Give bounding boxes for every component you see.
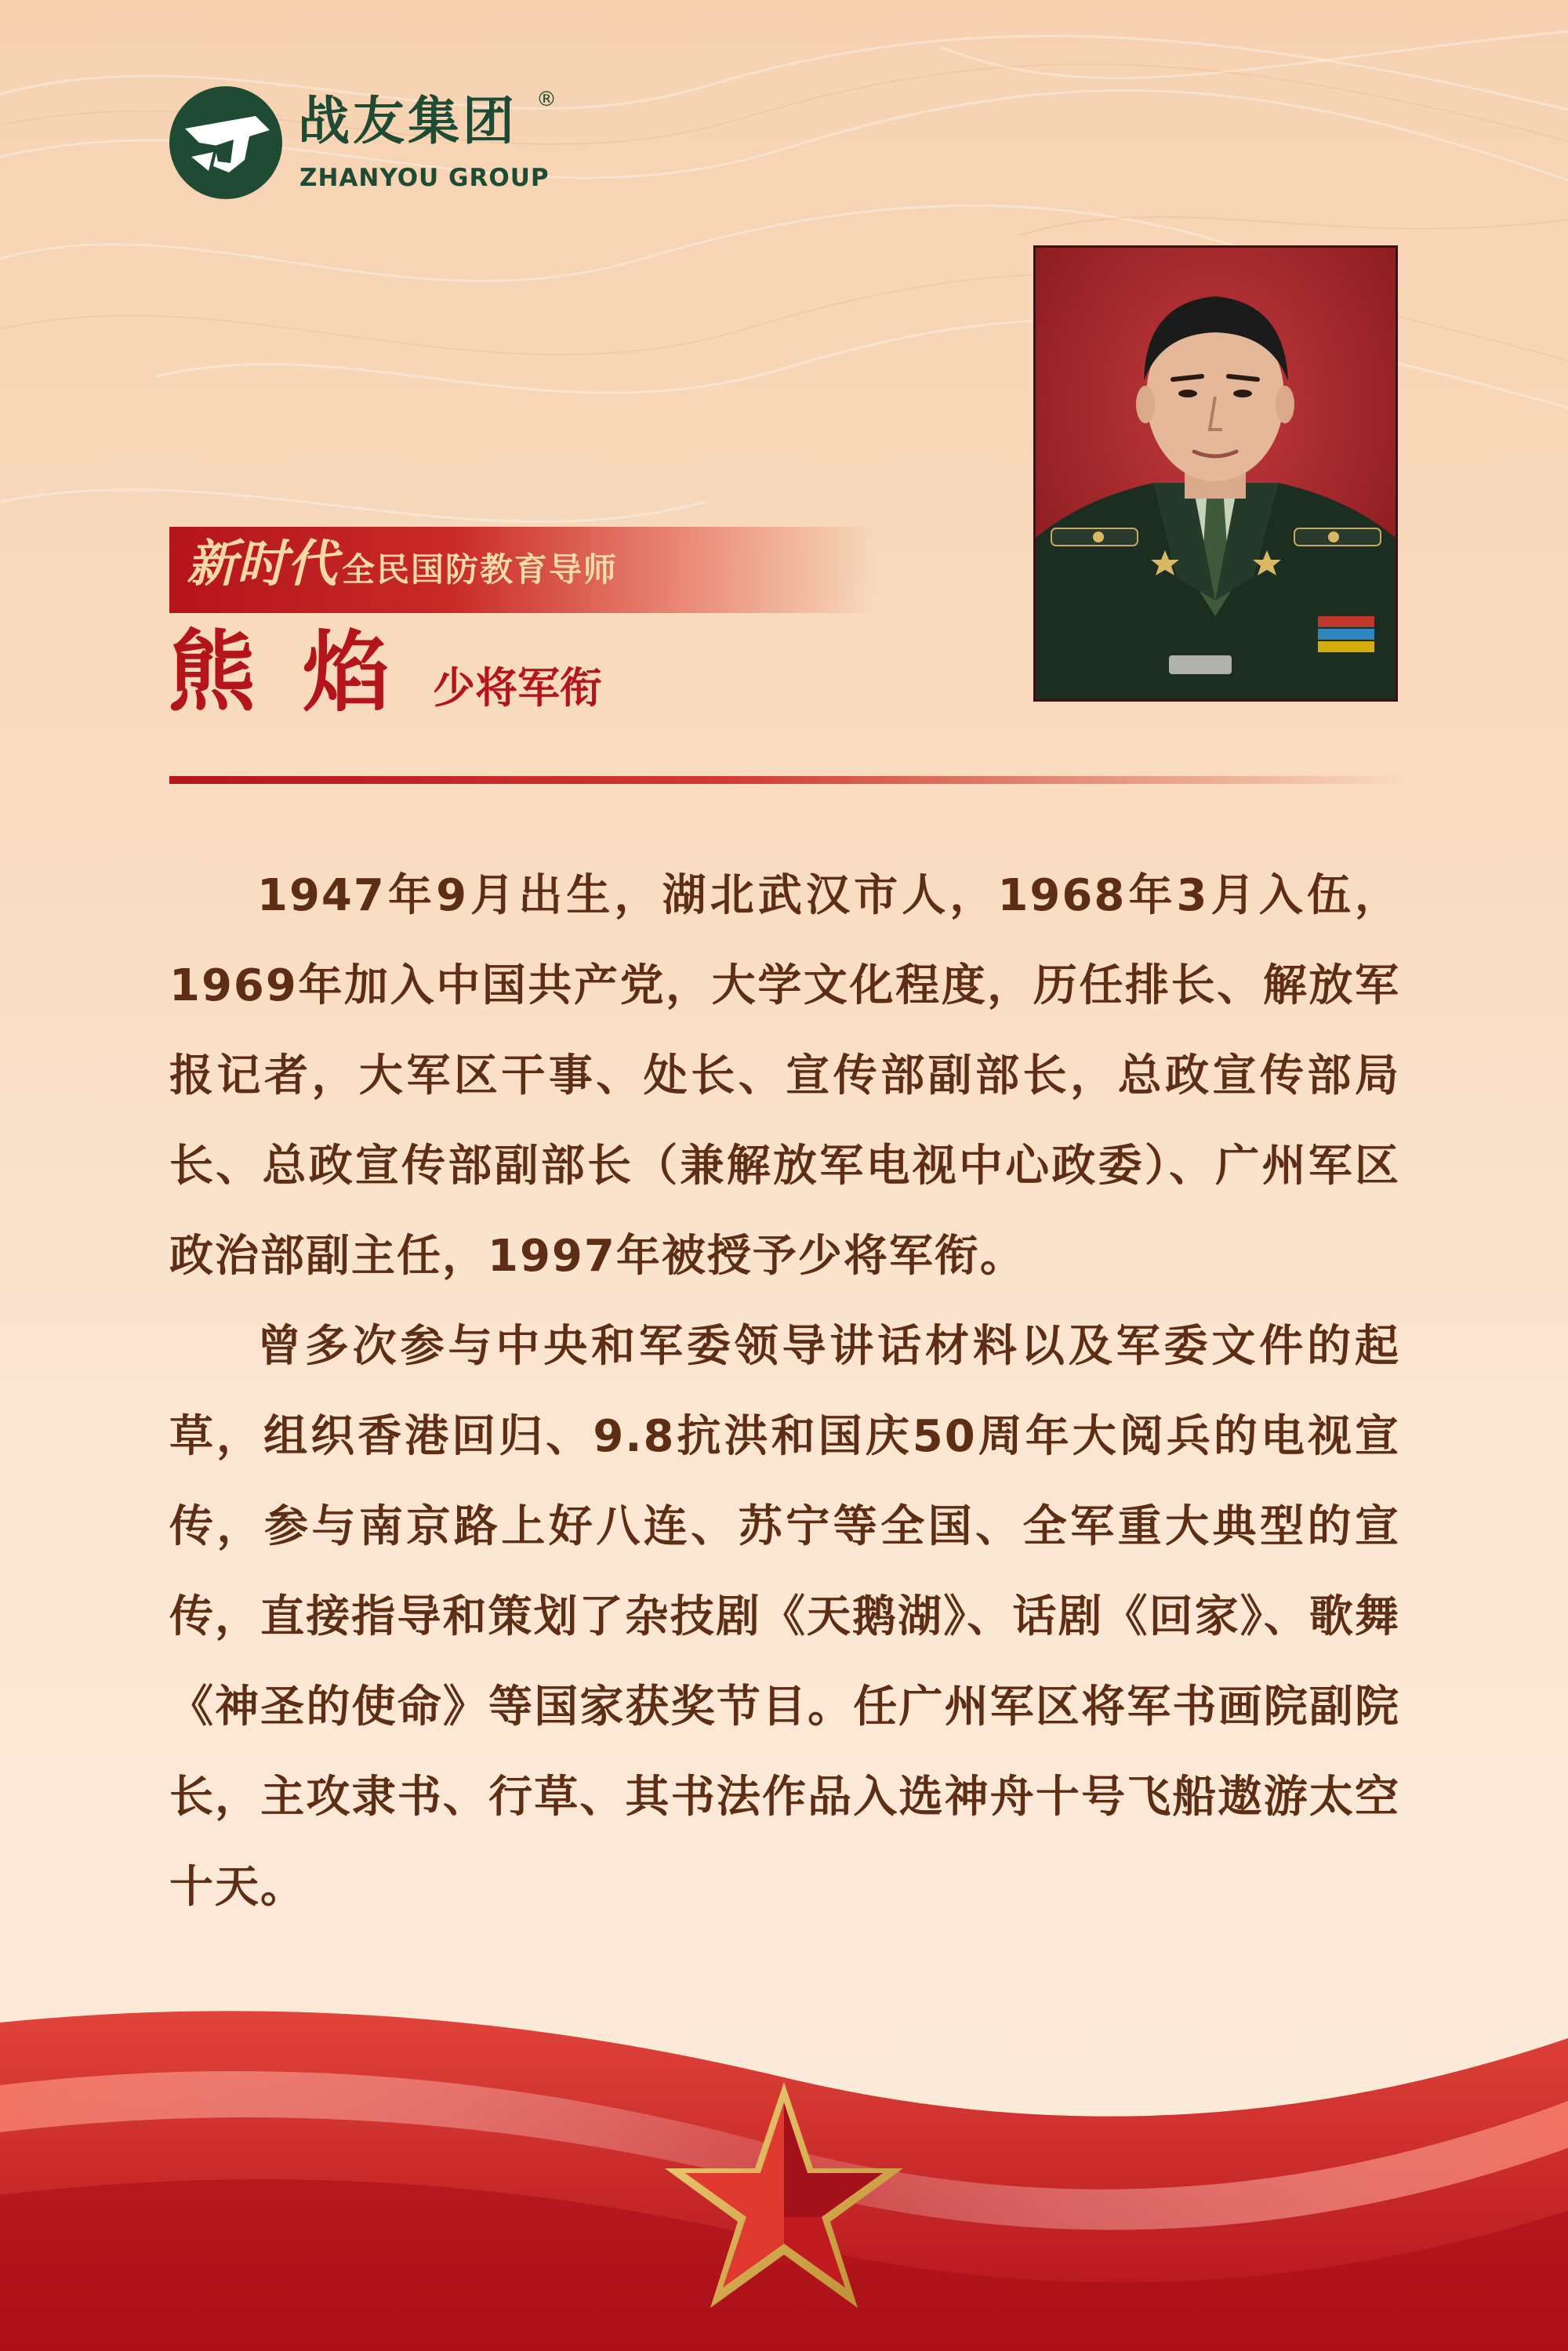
portrait-illustration (1036, 248, 1396, 699)
banner-tag: 新时代 (187, 535, 337, 593)
portrait-photo (1033, 245, 1398, 702)
title-banner (169, 527, 875, 613)
title-divider (169, 776, 1408, 784)
bio-paragraph: 曾多次参与中央和军委领导讲话材料以及军委文件的起草，组织香港回归、9.8抗洪和国庆50周年大阅兵的电视宣传，参与南京路上好八连、苏宁等全国、全军重大典型的宣传，直接指导和策划了杂技剧《天鹅湖》、话剧《回家》、歌舞《神圣的使命》等国家获奖节目。任广州军区将军书画院副院长，主攻隶书、行草、其书法作品入选神舟十号飞船遨游太空十天。 (169, 1321, 1400, 1913)
person-name: 熊焰 (168, 621, 437, 724)
biography (169, 851, 1400, 1932)
company-logo (168, 85, 575, 202)
bio-paragraph: 1947年9月出生，湖北武汉市人，1968年3月入伍，1969年加入中国共产党，大学文化程度，历任排长、解放军报记者，大军区干事、处长、宣传部副部长，总政宣传部局长、总政宣传部副部长（兼解放军电视中心政委）、广州军区政治部副主任，1997年被授予少将军衔。 (169, 870, 1400, 1282)
company-name-cn: 战友集团 (298, 91, 517, 151)
registered-mark: ® (536, 88, 557, 111)
person-rank: 少将军衔 (433, 662, 602, 713)
soldier-helmet-icon (168, 85, 284, 201)
gold-star-emblem (657, 2076, 911, 2330)
company-name-en: ZHANYOU GROUP (299, 164, 550, 192)
banner-title: 全民国防教育导师 (342, 550, 619, 589)
